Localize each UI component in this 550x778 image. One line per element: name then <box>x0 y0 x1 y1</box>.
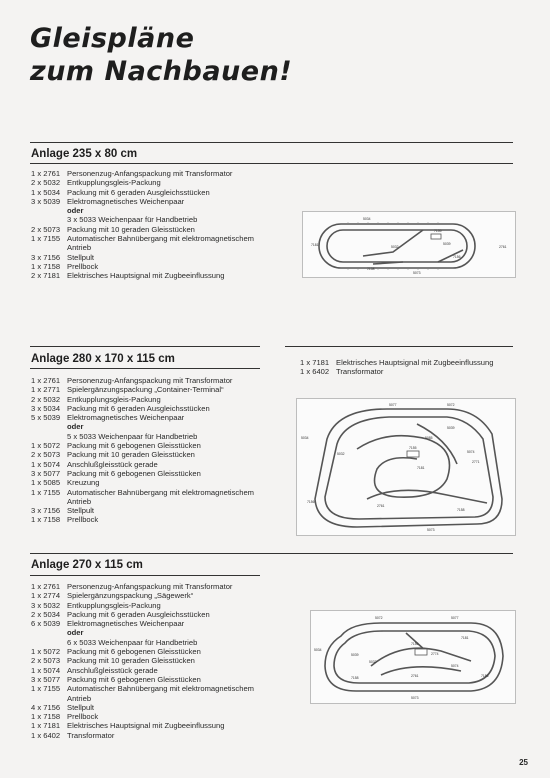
item-quantity: 1 x 7181 <box>300 358 330 367</box>
item-description: Packung mit 6 gebogenen Gleisstücken <box>67 441 201 451</box>
list-item <box>31 395 254 404</box>
list-item <box>31 215 254 224</box>
list-item <box>31 619 254 628</box>
track-label: 5034 <box>314 648 322 652</box>
track-label: 7155 <box>434 229 442 233</box>
track-label: 2761 <box>499 245 507 249</box>
track-plan-2 <box>296 398 516 536</box>
track-label: 5039 <box>351 653 359 657</box>
list-item <box>31 731 254 740</box>
track-label: 7158 <box>351 676 359 680</box>
section-heading-underline <box>30 163 513 164</box>
item-quantity: 3 x 5077 <box>31 468 61 478</box>
section-divider <box>30 142 513 143</box>
list-item <box>31 712 254 721</box>
track-label: 5072 <box>375 616 383 620</box>
list-item <box>31 450 254 459</box>
list-item <box>300 367 493 376</box>
item-description: Automatischer Bahnübergang mit elektromagnetischem <box>67 487 254 497</box>
track-plan-3 <box>310 610 516 704</box>
item-quantity: 3 x 5039 <box>31 196 61 206</box>
item-quantity <box>31 215 67 224</box>
item-description: 5 x 5033 Weichenpaar für Handbetrieb <box>67 431 198 441</box>
item-quantity: 5 x 5039 <box>31 413 61 423</box>
item-quantity: 2 x 5034 <box>31 609 61 619</box>
item-quantity <box>31 638 67 647</box>
track-label: 5073 <box>413 271 421 275</box>
list-item <box>31 684 254 693</box>
item-description: Packung mit 10 geraden Gleisstücken <box>67 656 195 666</box>
track-label: 5072 <box>447 403 455 407</box>
item-description: 6 x 5033 Weichenpaar für Handbetrieb <box>67 637 198 647</box>
item-description: Stellpult <box>67 506 95 516</box>
item-quantity: 6 x 5039 <box>31 619 61 629</box>
list-item <box>31 225 254 234</box>
item-description: Elektromagnetisches Weichenpaar <box>67 196 185 206</box>
list-item <box>31 385 254 394</box>
list-item <box>31 460 254 469</box>
item-description: Antrieb <box>67 496 92 506</box>
item-description: Anschlußgleisstück gerade <box>67 665 158 675</box>
list-item <box>31 601 254 610</box>
item-quantity: 1 x 2771 <box>31 385 61 395</box>
track-label: 5073 <box>427 528 435 532</box>
track-label: 2771 <box>472 460 480 464</box>
list-item <box>31 413 254 422</box>
item-description: oder <box>67 422 84 432</box>
item-quantity: 2 x 5073 <box>31 450 61 460</box>
section-heading-2: Anlage 280 x 170 x 115 cm <box>31 353 175 365</box>
item-description: Packung mit 10 geraden Gleisstücken <box>67 224 195 234</box>
item-quantity: 1 x 7158 <box>31 261 61 271</box>
track-label: 5034 <box>301 436 309 440</box>
list-item <box>31 488 254 497</box>
section-divider <box>30 346 260 347</box>
item-quantity: 1 x 7155 <box>31 684 61 694</box>
item-description: Automatischer Bahnübergang mit elektromagnetischem <box>67 684 254 694</box>
track-label: 5077 <box>389 403 397 407</box>
item-description: Packung mit 6 geraden Ausgleichsstücken <box>67 609 210 619</box>
item-quantity: 1 x 6402 <box>300 367 330 377</box>
title-line-1: Gleispläne <box>30 23 195 54</box>
item-quantity: 3 x 7156 <box>31 506 61 516</box>
item-description: Entkupplungsgleis-Packung <box>67 600 161 610</box>
list-item <box>31 721 254 730</box>
item-description: 3 x 5033 Weichenpaar für Handbetrieb <box>67 215 198 225</box>
page-title <box>30 22 292 88</box>
item-quantity: 1 x 5074 <box>31 665 61 675</box>
list-item <box>31 591 254 600</box>
item-quantity: 1 x 5034 <box>31 187 61 197</box>
item-quantity: 1 x 7158 <box>31 515 61 525</box>
list-item <box>31 515 254 524</box>
track-label: 7181 <box>461 636 469 640</box>
section-heading-underline <box>30 575 260 576</box>
item-description: Personenzug-Anfangspackung mit Transformator <box>67 582 233 591</box>
item-quantity: 1 x 5072 <box>31 647 61 657</box>
item-quantity: 1 x 7155 <box>31 234 61 244</box>
track-label: 2774 <box>431 652 439 656</box>
item-quantity: 3 x 5032 <box>31 600 61 610</box>
list-item <box>31 206 254 215</box>
item-description: Stellpult <box>67 252 95 262</box>
track-label: 5039 <box>443 242 451 246</box>
track-label: 5039 <box>447 426 455 430</box>
item-quantity <box>31 243 67 252</box>
item-description: Antrieb <box>67 693 92 703</box>
item-quantity: 1 x 7155 <box>31 487 61 497</box>
track-label: 7155 <box>411 642 419 646</box>
item-description: Prellbock <box>67 712 99 722</box>
track-label: 2761 <box>411 674 419 678</box>
track-label: 5032 <box>391 245 399 249</box>
item-quantity: 1 x 7181 <box>31 721 61 731</box>
item-description: oder <box>67 206 84 216</box>
item-description: Elektrisches Hauptsignal mit Zugbeeinflussung <box>67 271 225 281</box>
parts-list-3 <box>31 582 254 740</box>
list-item <box>31 271 254 280</box>
list-item <box>31 441 254 450</box>
item-description: Elektromagnetisches Weichenpaar <box>67 413 185 423</box>
list-item <box>31 178 254 187</box>
item-description: Stellpult <box>67 702 95 712</box>
section-heading-1: Anlage 235 x 80 cm <box>31 148 138 160</box>
item-description: Elektromagnetisches Weichenpaar <box>67 619 185 629</box>
list-item <box>31 628 254 637</box>
track-plan-1-drawing <box>303 212 515 277</box>
item-quantity <box>31 206 67 215</box>
item-description: oder <box>67 628 84 638</box>
item-description: Transformator <box>67 730 115 740</box>
list-item <box>31 376 254 385</box>
track-label: 2761 <box>377 504 385 508</box>
track-plan-2-drawing <box>297 399 515 535</box>
list-item <box>300 358 493 367</box>
section-divider <box>285 346 513 347</box>
list-item <box>31 243 254 252</box>
list-item <box>31 188 254 197</box>
list-item <box>31 253 254 262</box>
section-heading-3: Anlage 270 x 115 cm <box>31 559 143 571</box>
list-item <box>31 262 254 271</box>
track-label: 7181 <box>417 466 425 470</box>
item-description: Elektrisches Hauptsignal mit Zugbeeinflussung <box>67 721 225 731</box>
list-item <box>31 582 254 591</box>
item-description: Packung mit 6 geraden Ausgleichsstücken <box>67 403 210 413</box>
list-item <box>31 469 254 478</box>
item-description: Elektrisches Hauptsignal mit Zugbeeinflussung <box>336 358 494 367</box>
item-description: Packung mit 6 gebogenen Gleisstücken <box>67 674 201 684</box>
list-item <box>31 506 254 515</box>
page-number: 25 <box>519 758 528 767</box>
item-quantity <box>31 694 67 703</box>
item-quantity: 1 x 2761 <box>31 582 61 591</box>
item-quantity: 2 x 5032 <box>31 178 61 188</box>
track-label: 5074 <box>451 664 459 668</box>
track-label: 5032 <box>369 660 377 664</box>
track-label: 5085 <box>425 436 433 440</box>
item-quantity: 2 x 5073 <box>31 656 61 666</box>
item-quantity: 3 x 7156 <box>31 252 61 262</box>
item-description: Prellbock <box>67 261 99 271</box>
item-quantity: 2 x 5073 <box>31 224 61 234</box>
track-label: 5074 <box>467 450 475 454</box>
item-description: Spielergänzungspackung „Sägewerk“ <box>67 591 194 601</box>
item-quantity: 1 x 2774 <box>31 591 61 601</box>
item-description: Entkupplungsgleis-Packung <box>67 178 161 188</box>
item-quantity <box>31 422 67 431</box>
track-plan-3-drawing <box>311 611 515 703</box>
item-description: Automatischer Bahnübergang mit elektromagnetischem <box>67 234 254 244</box>
item-description: Packung mit 6 gebogenen Gleisstücken <box>67 468 201 478</box>
track-label: 7156 <box>481 674 489 678</box>
list-item <box>31 432 254 441</box>
list-item <box>31 197 254 206</box>
parts-list-2 <box>31 376 254 525</box>
item-description: Entkupplungsgleis-Packung <box>67 394 161 404</box>
track-label: 7156 <box>307 500 315 504</box>
item-quantity: 3 x 5077 <box>31 674 61 684</box>
item-description: Packung mit 6 gebogenen Gleisstücken <box>67 647 201 657</box>
list-item <box>31 404 254 413</box>
item-quantity: 3 x 5034 <box>31 403 61 413</box>
item-description: Personenzug-Anfangspackung mit Transformator <box>67 376 233 385</box>
list-item <box>31 647 254 656</box>
list-item <box>31 638 254 647</box>
item-quantity: 2 x 7181 <box>31 271 61 281</box>
list-item <box>31 666 254 675</box>
item-description: Transformator <box>336 367 384 377</box>
track-label: 5032 <box>337 452 345 456</box>
track-label: 7156 <box>453 255 461 259</box>
item-description: Spielergänzungspackung „Container-Terminal“ <box>67 385 224 395</box>
list-item <box>31 694 254 703</box>
item-quantity: 1 x 5072 <box>31 441 61 451</box>
item-quantity: 4 x 7156 <box>31 702 61 712</box>
item-description: Packung mit 10 geraden Gleisstücken <box>67 450 195 460</box>
track-label: 7181 <box>311 243 319 247</box>
track-label: 7158 <box>457 508 465 512</box>
section-divider <box>30 553 513 554</box>
item-quantity: 1 x 2761 <box>31 169 61 178</box>
parts-list-2-continued <box>300 358 493 377</box>
list-item <box>31 656 254 665</box>
track-label: 7158 <box>367 267 375 271</box>
track-label: 7155 <box>409 446 417 450</box>
item-description: Anschlußgleisstück gerade <box>67 459 158 469</box>
track-label: 5073 <box>411 696 419 700</box>
title-line-2: zum Nachbauen! <box>30 56 293 87</box>
item-quantity: 1 x 5074 <box>31 459 61 469</box>
section-heading-underline <box>30 368 260 369</box>
item-quantity: 1 x 5085 <box>31 478 61 488</box>
track-label: 5034 <box>363 217 371 221</box>
item-quantity: 1 x 6402 <box>31 730 61 740</box>
list-item <box>31 675 254 684</box>
track-label: 5077 <box>451 616 459 620</box>
track-plan-1 <box>302 211 516 278</box>
item-quantity: 2 x 5032 <box>31 394 61 404</box>
list-item <box>31 234 254 243</box>
item-description: Packung mit 6 geraden Ausgleichsstücken <box>67 187 210 197</box>
list-item <box>31 422 254 431</box>
item-description: Antrieb <box>67 243 92 253</box>
item-quantity <box>31 432 67 441</box>
parts-list-1 <box>31 169 254 281</box>
item-quantity <box>31 497 67 506</box>
list-item <box>31 497 254 506</box>
item-description: Personenzug-Anfangspackung mit Transformator <box>67 169 233 178</box>
item-description: Prellbock <box>67 515 99 525</box>
list-item <box>31 169 254 178</box>
item-description: Kreuzung <box>67 478 100 488</box>
list-item <box>31 703 254 712</box>
item-quantity: 1 x 7158 <box>31 712 61 722</box>
list-item <box>31 478 254 487</box>
list-item <box>31 610 254 619</box>
item-quantity: 1 x 2761 <box>31 376 61 385</box>
item-quantity <box>31 628 67 637</box>
